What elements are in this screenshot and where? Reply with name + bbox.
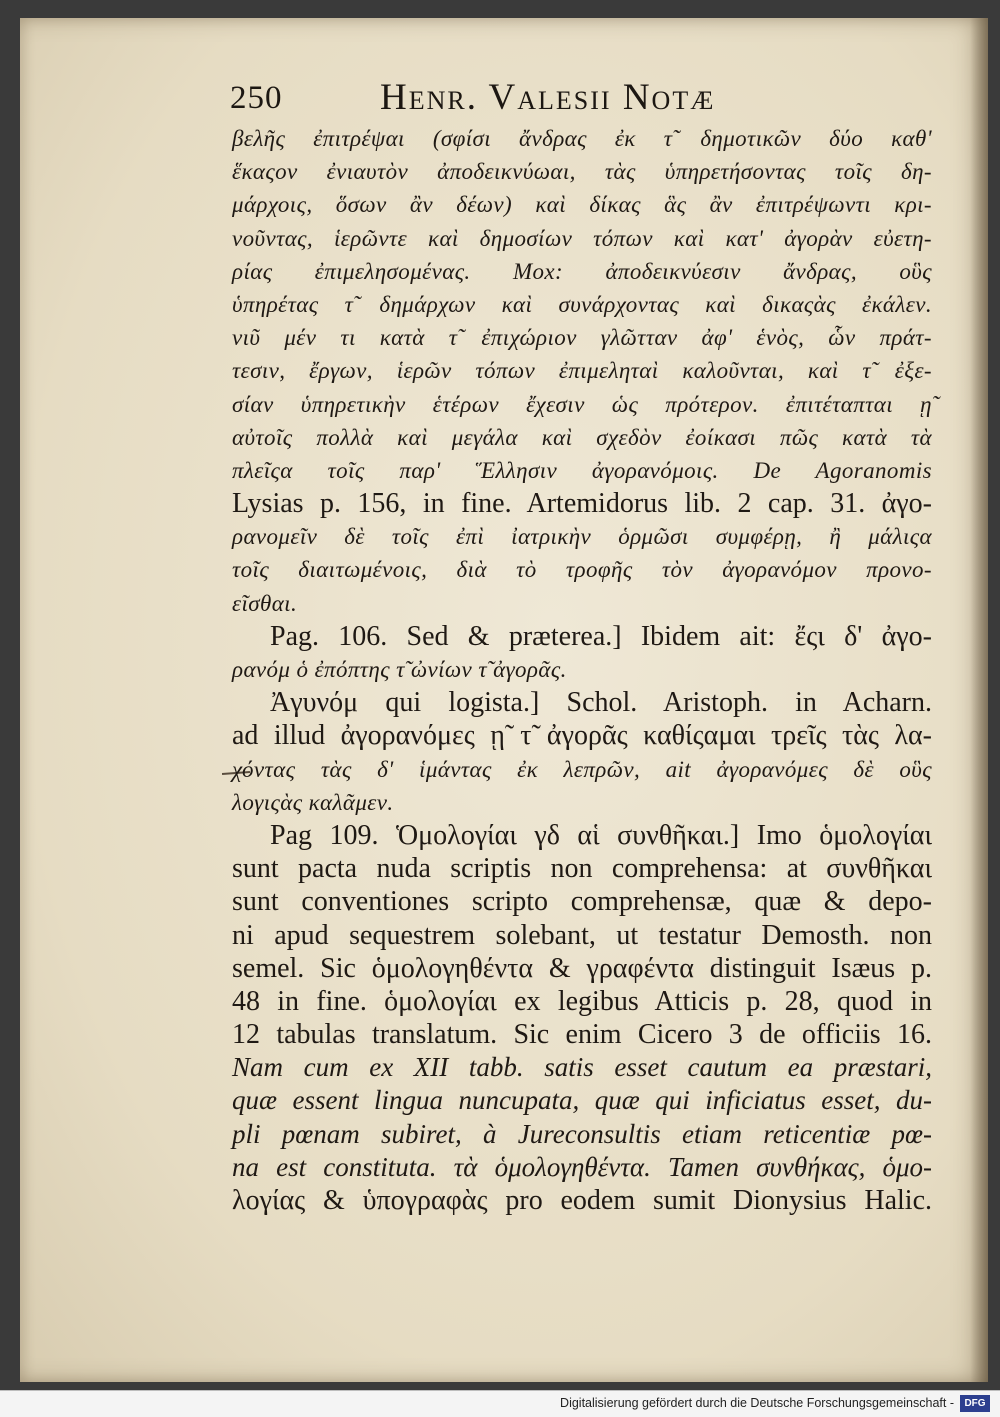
- text-line: τεσιν, ἔργων, ἱερῶν τόπων ἐπιμεληταὶ καλοῦνται, καὶ τ̃ ἐξε-: [232, 358, 932, 384]
- text-line: ni apud sequestrem solebant, ut testatur Demosth. non: [232, 919, 932, 951]
- text-line: λογίας & ὑπογραφὰς pro eodem sumit Dionysius Halic.: [232, 1185, 932, 1216]
- text-line: νοῦντας, ἱερῶντε καὶ δημοσίων τόπων καὶ κατ' ἀγορὰν εὐετη-: [232, 225, 932, 251]
- text-line: αὐτοῖς πολλὰ καὶ μεγάλα καὶ σχεδὸν ἐοίκασι πῶς κατὰ τὰ: [232, 424, 932, 450]
- text-line: sunt pacta nuda scriptis non comprehensa: at συνθῆκαι: [232, 853, 932, 885]
- text-line: σίαν ὑπηρετικὴν ἑτέρων ἔχεσιν ὡς πρότερον. ἐπιτέταπται ῃ̃: [232, 391, 932, 417]
- text-line: βελῆς ἐπιτρέψαι (σφίσι ἄνδρας ἐκ τ̃ δημοτικῶν δύο καθ': [232, 126, 932, 151]
- text-line: 12 tabulas translatum. Sic enim Cicero 3 de officiis 16.: [232, 1019, 932, 1051]
- text-line: 48 in fine. ὁμολογίαι ex legibus Atticis p. 28, quod in: [232, 985, 932, 1017]
- text-line: μάρχοις, ὅσων ἂν δέων) καὶ δίκας ἃς ἂν ἐπιτρέψωντι κρι-: [232, 192, 932, 218]
- page-header: [230, 62, 950, 122]
- text-line: Pag 109. Ὁμολογίαι γδ αἱ συνθῆκαι.] Imo ὁμολογίαι: [270, 819, 932, 851]
- text-line: χόντας τὰς δ' ἱμάντας ἐκ λεπρῶν, ait ἀγορανόμες δὲ οὓς: [232, 756, 932, 782]
- page-number: 250: [230, 80, 283, 116]
- text-line: Nam cum ex XII tabb. satis esset cautum ea præstari,: [232, 1052, 932, 1083]
- text-line: ad illud ἀγορανόμες ῃ̃ τ̃ ἀγορᾶς καθίςαμαι τρεῖς τὰς λα-: [232, 720, 932, 752]
- text-line: quæ essent lingua nuncupata, quæ qui inficiatus esset, du-: [232, 1085, 932, 1116]
- text-line: ὑπηρέτας τ̃ δημάρχων καὶ συνάρχοντας καὶ δικαςὰς ἐκάλεν.: [232, 291, 932, 317]
- footer-bar: [0, 1390, 1000, 1417]
- text-line: ρανόμ ὁ ἐπόπτης τ̃ ὠνίων τ̃ ἀγορᾶς.: [232, 657, 567, 682]
- text-line: πλεῖςα τοῖς παρ' Ἕλλησιν ἀγορανόμοις. De Agoranomis: [232, 457, 932, 483]
- text-line: Lysias p. 156, in fine. Artemidorus lib. 2 cap. 31. ἀγο-: [232, 488, 932, 520]
- text-line: νιῦ μέν τι κατὰ τ̃ ἐπιχώριον γλῶτταν ἀφ' ἑνὸς, ὧν πράτ-: [232, 325, 932, 351]
- text-line: ἕκαςον ἐνιαυτὸν ἀποδεικνύωαι, τὰς ὑπηρετήσοντας τοῖς δη-: [232, 159, 932, 185]
- text-line: ρίας ἐπιμελησομένας. Mox: ἀποδεικνύεσιν ἄνδρας, οὓς: [232, 258, 932, 284]
- dfg-logo: DFG: [960, 1395, 990, 1412]
- page-gutter-shadow: [970, 18, 988, 1382]
- text-line: na est constituta. τὰ ὁμολογηθέντα. Tamen συνθήκας, ὁμο-: [232, 1151, 932, 1182]
- text-line: λογιςὰς καλᾶμεν.: [232, 789, 394, 815]
- body-text: [232, 122, 932, 1217]
- text-line: Pag. 106. Sed & præterea.] Ibidem ait: ἔςι δ' ἀγο-: [270, 620, 932, 652]
- text-line: Ἀγυνόμ qui logista.] Schol. Aristoph. in Acharn.: [270, 687, 932, 719]
- running-title: Henr. Valesii Notæ: [380, 77, 716, 118]
- text-line: pli pœnam subiret, à Jureconsultis etiam reticentiæ pœ-: [232, 1118, 932, 1149]
- text-line: εῖσθαι.: [232, 590, 298, 616]
- text-line: sunt conventiones scripto comprehensæ, quæ & depo-: [232, 886, 932, 918]
- text-line: ρανομεῖν δὲ τοῖς ἐπὶ ἰατρικὴν ὁρμῶσι συμφέρῃ, ἢ μάλιςα: [232, 524, 932, 550]
- text-line: semel. Sic ὁμολογηθέντα & γραφέντα distinguit Isæus p.: [232, 952, 932, 984]
- text-line: τοῖς διαιτωμένοις, διὰ τὸ τροφῆς τὸν ἀγορανόμον προνο-: [232, 557, 932, 583]
- footer-credit: Digitalisierung gefördert durch die Deutsche Forschungsgemeinschaft -: [560, 1396, 954, 1410]
